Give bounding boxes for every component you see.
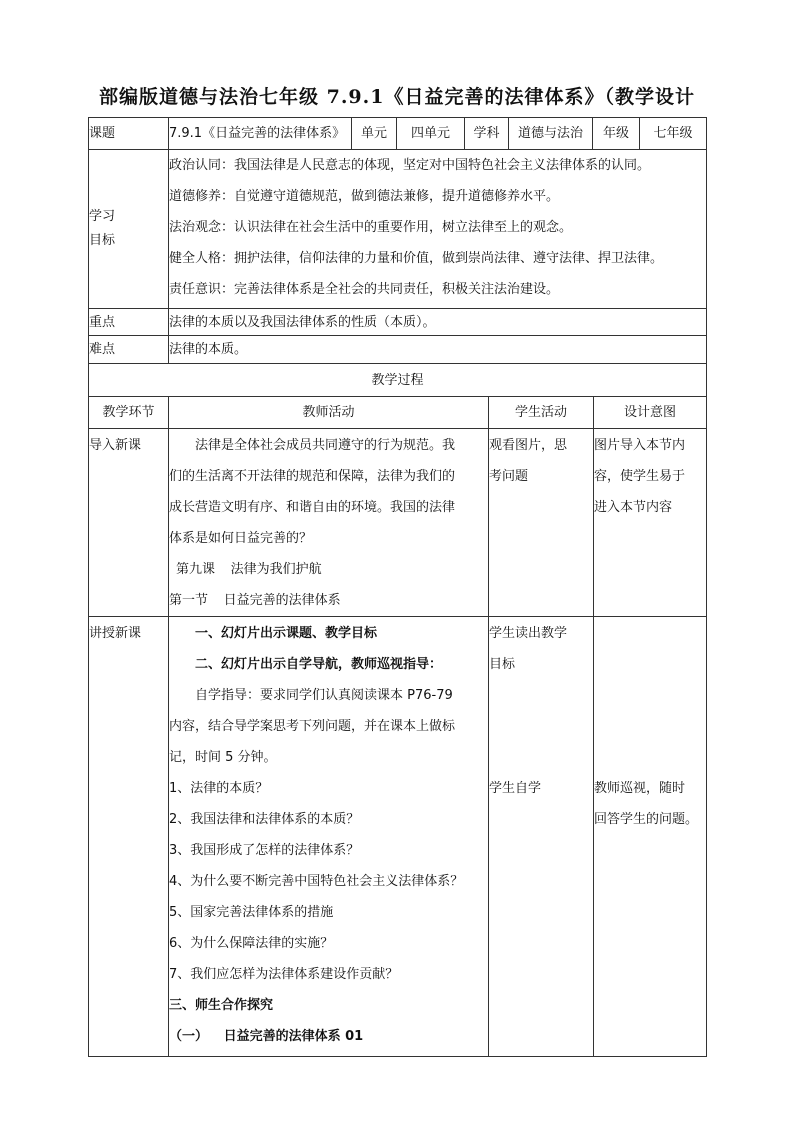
objectives-list — [169, 150, 707, 309]
lesson-title-line — [169, 554, 488, 585]
step-3: 三、师生合作探究 — [169, 998, 274, 1013]
difficulty-label: 难点 — [89, 336, 169, 364]
objectives-label — [89, 150, 169, 309]
process-heading-row — [89, 364, 707, 397]
step-2: 二、幻灯片出示自学导航，教师巡视指导： — [195, 657, 443, 672]
intro-paragraph-line: 体系是如何日益完善的？ — [169, 531, 313, 546]
difficulty-row — [89, 336, 707, 364]
new-lesson-teacher-activity — [169, 617, 489, 1057]
course-label: 课题 — [89, 118, 169, 150]
intro-design-intent — [594, 429, 707, 617]
question-item: 4、为什么要不断完善中国特色社会主义法律体系？ — [169, 874, 464, 889]
subsection-1-title: 日益完善的法律体系 01 — [223, 1029, 364, 1044]
question-item: 3、我国形成了怎样的法律体系？ — [169, 843, 360, 858]
key-point-row — [89, 309, 707, 336]
column-header-student: 学生活动 — [489, 397, 594, 429]
question-item: 7、我们应怎样为法律体系建设作贡献？ — [169, 967, 399, 982]
course-value: 7.9.1《日益完善的法律体系》 — [169, 118, 352, 150]
objective-item: 责任意识：完善法律体系是全社会的共同责任，积极关注法治建设。 — [169, 282, 560, 297]
question-item: 6、为什么保障法律的实施？ — [169, 936, 334, 951]
section-title: 日益完善的法律体系 — [223, 593, 341, 608]
column-header-intent: 设计意图 — [594, 397, 707, 429]
lesson-label: 第九课 — [176, 562, 216, 577]
process-columns-row — [89, 397, 707, 429]
question-item: 5、国家完善法律体系的措施 — [169, 905, 334, 920]
intro-paragraph-line: 成长营造文明有序、和谐自由的环境。我国的法律 — [169, 500, 456, 515]
intent-line: 回答学生的问题。 — [594, 812, 699, 827]
key-point-value: 法律的本质以及我国法律体系的性质（本质）。 — [169, 309, 707, 336]
intent-line: 进入本节内容 — [594, 500, 673, 515]
objective-item: 健全人格：拥护法律，信仰法律的力量和价值，做到崇尚法律、遵守法律、捍卫法律。 — [169, 251, 664, 266]
intent-line: 教师巡视，随时 — [594, 781, 686, 796]
lesson-plan — [88, 117, 706, 1047]
unit-value: 四单元 — [397, 118, 465, 150]
unit-label: 单元 — [352, 118, 397, 150]
key-point-label: 重点 — [89, 309, 169, 336]
new-lesson-student-activity — [489, 617, 594, 1057]
new-lesson-stage: 讲授新课 — [89, 617, 169, 1057]
process-heading: 教学过程 — [89, 364, 707, 397]
difficulty-value: 法律的本质。 — [169, 336, 707, 364]
intro-paragraph-line: 们的生活离不开法律的规范和保障，法律为我们的 — [169, 469, 456, 484]
intro-teacher-activity — [169, 429, 489, 617]
column-header-teacher: 教师活动 — [169, 397, 489, 429]
intro-row — [89, 429, 707, 617]
guide-line: 内容，结合导学案思考下列问题，并在课本上做标 — [169, 719, 456, 734]
process-table — [88, 363, 707, 1057]
section-title-line — [169, 585, 488, 616]
student-activity-line: 考问题 — [489, 469, 529, 484]
guide-line: 自学指导：要求同学们认真阅读课本 P76-79 — [195, 688, 453, 703]
objectives-label-line: 学习 — [89, 209, 116, 224]
objective-item: 政治认同：我国法律是人民意志的体现，坚定对中国特色社会主义法律体系的认同。 — [169, 158, 651, 173]
lesson-title: 法律为我们护航 — [230, 562, 322, 577]
subject-label: 学科 — [465, 118, 509, 150]
subject-value: 道德与法治 — [509, 118, 593, 150]
subsection-1-label: （一） — [169, 1029, 209, 1044]
section-label: 第一节 — [169, 593, 209, 608]
intent-line: 图片导入本节内 — [594, 438, 686, 453]
student-activity-line: 学生读出教学 — [489, 626, 568, 641]
header-row — [89, 118, 707, 150]
intro-paragraph-line: 法律是全体社会成员共同遵守的行为规范。我 — [195, 438, 456, 453]
lesson-plan-table — [88, 117, 707, 364]
question-item: 1、法律的本质？ — [169, 781, 269, 796]
document-title: 部编版道德与法治七年级 7.9.1《日益完善的法律体系》（教学设计 — [98, 86, 695, 108]
student-activity-line: 目标 — [489, 657, 516, 672]
student-activity-line: 学生自学 — [489, 781, 542, 796]
objective-item: 法治观念：认识法律在社会生活中的重要作用，树立法律至上的观念。 — [169, 220, 573, 235]
intro-student-activity — [489, 429, 594, 617]
subsection-1 — [169, 1021, 488, 1052]
new-lesson-design-intent — [594, 617, 707, 1057]
step-1: 一、幻灯片出示课题、教学目标 — [195, 626, 378, 641]
grade-label: 年级 — [593, 118, 640, 150]
objective-item: 道德修养：自觉遵守道德规范，做到德法兼修，提升道德修养水平。 — [169, 189, 560, 204]
intro-stage: 导入新课 — [89, 429, 169, 617]
new-lesson-row — [89, 617, 707, 1057]
intent-line: 容，使学生易于 — [594, 469, 686, 484]
objectives-row — [89, 150, 707, 309]
question-item: 2、我国法律和法律体系的本质？ — [169, 812, 360, 827]
grade-value: 七年级 — [640, 118, 707, 150]
guide-line: 记，时间 5 分钟。 — [169, 750, 277, 765]
objectives-label-line: 目标 — [89, 233, 116, 248]
student-activity-line: 观看图片，思 — [489, 438, 568, 453]
column-header-stage: 教学环节 — [89, 397, 169, 429]
